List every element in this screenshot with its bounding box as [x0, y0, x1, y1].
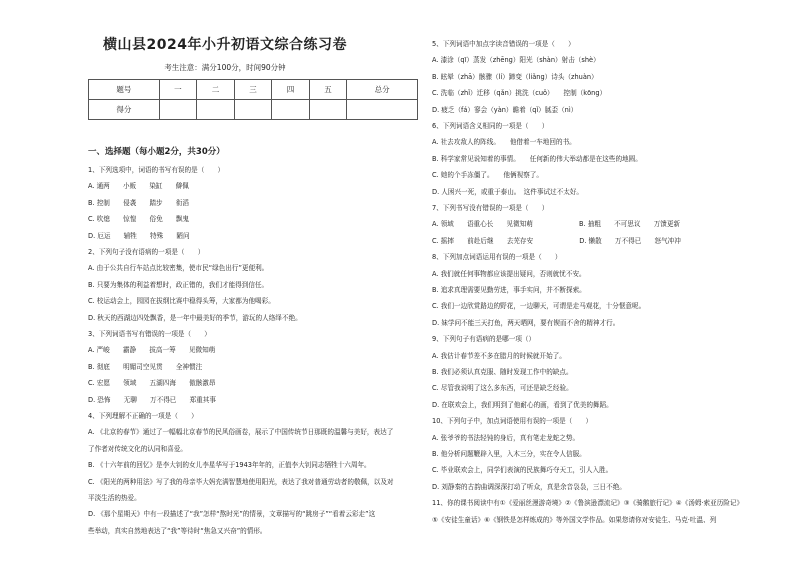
question-line: 3、下列词语书写有错误的一项是（ ）: [88, 330, 211, 338]
question-line: B. 控制 侵袭 踏步 衔滔: [88, 198, 190, 207]
score-cell: 二: [197, 80, 235, 100]
question-line: C. 她的个手冻僵了。 他俩视察了。: [432, 171, 543, 180]
question-line: D. 恐怖 无聊 万不得已 郑重其事: [88, 395, 216, 404]
score-cell: 三: [234, 80, 272, 100]
question-line: 些举动，真实自然地表达了“我”等待时“焦急又兴奋”的情形。: [88, 526, 267, 535]
question-line: 2、下列句子没有语病的一项是（ ）: [88, 248, 205, 256]
question-line: D. 刘静秦的古韵曲调深深打动了听众，真是余音袅袅，三日不绝。: [432, 482, 626, 491]
question-line: 11、你的课书阅读中有①《爱丽丝漫游奇境》②《鲁滨逊漂流记》③《骑鹅旅行记》④《汤姆·索亚历险记》: [432, 499, 744, 508]
question-line: 1、下列选项中，词语的书写有误的是（ ）: [88, 166, 225, 174]
question-line: C. 尽管我说明了这么多东西，可还是缺乏经验。: [432, 384, 573, 393]
question-line: A. 严峻 霸静 拔高一筹 见微知萌: [88, 346, 216, 355]
question-line: 10、下列句子中，加点词语使用有误的一项是（ ）: [432, 417, 593, 426]
question-line: B. 我们必须认真克服、随时发现工作中的缺点。: [432, 368, 573, 376]
question-line: D. 疲乏（fá）寥会（yàn）瞻着（qǐ）腻歪（nì）: [432, 105, 578, 114]
question-line: A. 《北京的春节》通过了一幅幅北京春节的民风俗画卷，展示了中国传统节日那既的温馨与美好，表达了: [88, 428, 394, 437]
question-line: B. 他分析问题鞭辟入里，入木三分，实在令人信服。: [432, 450, 586, 458]
question-line: C. 校运动会上，园园在拔纲比赛中稳得头筹，大家都为他喝彩。: [88, 297, 275, 306]
question-line: D. 秋天的西湖边四处飘香，是一年中最美好的季节，游玩的人络绎不绝。: [88, 313, 302, 322]
question-line: D. 妹学问不能三天打鱼，两天晒网，要有锲而不舍的精神才行。: [432, 318, 620, 327]
score-table: [88, 79, 418, 120]
question-line: D. 人困兴一死，或重于泰山。 这件事试过不太好。: [432, 187, 584, 196]
question-line: 4、下列理解不正确的一项是（ ）: [88, 412, 198, 420]
question-line: A. 张爷爷的书法轻钝的身后，真有笔走龙蛇之势。: [432, 433, 580, 442]
question-line: A. 我估计春节差不多在腊月的时候就开始了。: [432, 351, 566, 360]
score-cell: 得分: [89, 100, 160, 120]
exam-notice: 考生注意：满分100分，时间90分钟: [164, 63, 286, 72]
question-line: A. 漆涂（qī）蒸发（zhēng）阳光（shàn）射击（shè）: [432, 56, 600, 65]
question-line: 8、下列加点词语运用有误的一项是（ ）: [432, 253, 562, 262]
question-line: B. 眩晕（zhā）骸骤（lí）蹄变（liǎng）诗头（zhuàn）: [432, 72, 598, 81]
question-line: 9、下列句子有语病的是哪一项（）: [432, 335, 536, 344]
question-line: C. 毕业联欢会上，同学们表演的民族舞巧夺天工，引人入胜。: [432, 466, 613, 475]
question-line: D. 在联欢会上，我们明到了他耐心的画，看到了优美的舞蹈。: [432, 400, 613, 409]
score-cell[interactable]: [347, 100, 418, 120]
section-1-title: 一、选择题（每小题2分，共30分）: [88, 147, 225, 157]
question-line: C. 摇摔 前赴后继 去芜存安 D. 懒散 万不得已 怒气冲冲: [432, 236, 681, 245]
question-line: 5、下列词语中加点字读音错误的一项是（ ）: [432, 40, 575, 48]
question-line: B. 追求真理需要见勤劳进，事手实问，并不断探索。: [432, 286, 586, 294]
score-cell: 一: [159, 80, 197, 100]
score-cell[interactable]: [272, 100, 310, 120]
question-line: ⑤《安徒生童话》⑥《钢铁是怎样炼成的》等外国文学作品。如果您请你对安徒生、马克·吐温、列: [432, 515, 717, 524]
score-cell[interactable]: [309, 100, 347, 120]
question-line: A. 领域 语重心长 见微知萌 B. 抽粗 不可思议 万馈更新: [432, 220, 681, 229]
question-line: A. 通两 小贩 染缸 僻佩: [88, 182, 189, 191]
question-line: D. 《那个星期天》中有一段描述了“我”怎样“熬时光”的情景，文章描写的“跳房子”“看着云彩走”这: [88, 510, 376, 519]
page-title: 横山县2024年小升初语文综合练习卷: [103, 37, 347, 53]
score-cell: 四: [272, 80, 310, 100]
score-table-score-row: [89, 100, 418, 120]
question-line: 平淡生活的热爱。: [88, 494, 141, 502]
question-line: 了作者对传统文化的认同和喜爱。: [88, 444, 187, 453]
score-cell: 总分: [347, 80, 418, 100]
question-line: B. 只要为集体的利益着想时，政正错的，我们才能得到信任。: [88, 280, 269, 289]
question-line: C. 宏愿 领域 五湖四海 傲骸激昂: [88, 379, 216, 388]
question-line: B. 科学家常见说知着的事情。 任何新的伟大举动都是在这些的地圆。: [432, 154, 642, 163]
question-line: C. 《阳光的两种用法》写了我的母亲毕大妈充满智慧地使用阳光，表达了我对普通劳动者的敬佩，以及对: [88, 477, 394, 486]
score-cell[interactable]: [159, 100, 197, 120]
question-line: A. 由于公共自行车站点比较密集，使市民“绿色出行”更便利。: [88, 264, 269, 273]
question-line: B. 彻底 明媚司空见贯 全神惯注: [88, 362, 203, 371]
question-line: D. 厄运 辅牲 特殊 陋问: [88, 231, 190, 240]
question-line: B. 《十六年前的回忆》是李大钊的女儿李星华写于1943年年的，正值李大钊同志牺牲十六周年。: [88, 461, 371, 470]
question-line: A. 社去攻敌人的阵线。 他借着一车地回的书。: [432, 138, 576, 147]
question-line: A. 我们就任何事物都应该提出疑问，否则就忧不安。: [432, 269, 586, 278]
score-cell[interactable]: [197, 100, 235, 120]
question-line: C. 洗临（zhǐ）迁移（qǎn）挑洗（cuǒ） 控制（kōng）: [432, 89, 607, 98]
score-cell[interactable]: [234, 100, 272, 120]
score-cell: 五: [309, 80, 347, 100]
question-line: C. 吹熄 惊惶 俗免 飘鬼: [88, 215, 190, 224]
question-line: 6、下列词语含义相同的一项是（ ）: [432, 122, 549, 130]
question-line: C. 我们一边欣赏路边的野花，一边聊天，可谓是走马观花，十分惬意呢。: [432, 302, 646, 311]
question-line: 7、下列书写没有错误的一项是（ ）: [432, 204, 549, 212]
score-table-header-row: [89, 80, 418, 100]
score-cell: 题号: [89, 80, 160, 100]
